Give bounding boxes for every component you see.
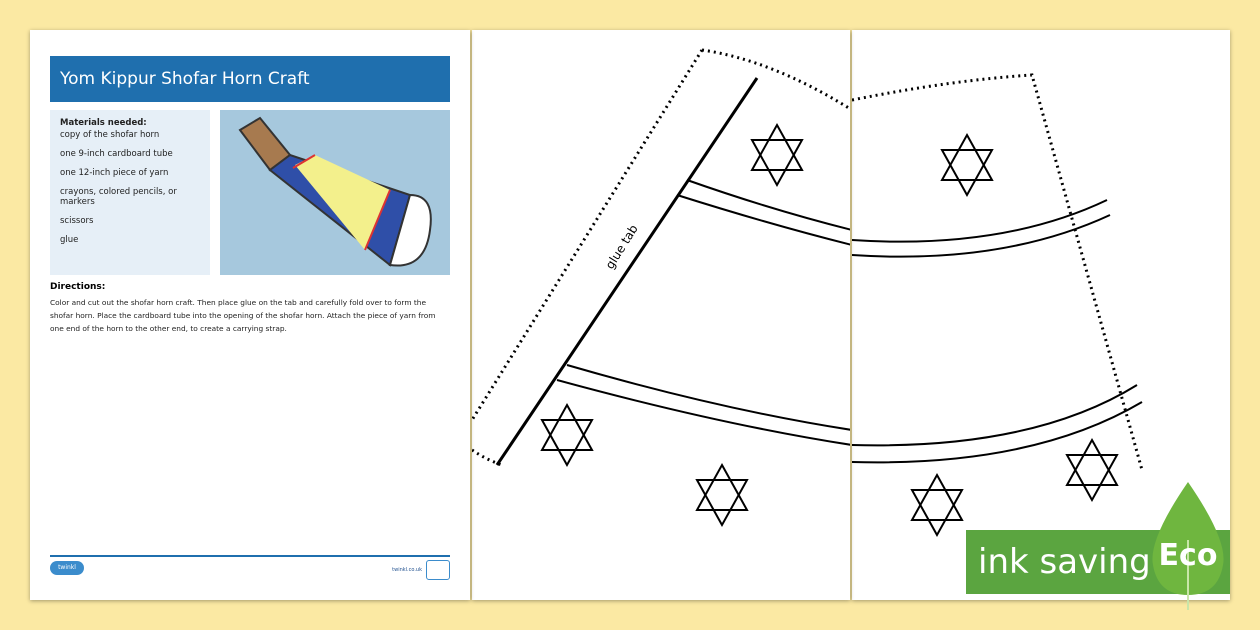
badge-icon [426, 560, 450, 580]
template-page-1 [472, 30, 850, 600]
materials-heading: Materials needed: [60, 118, 147, 128]
materials-box [50, 110, 210, 275]
eco-leaf-icon [1148, 480, 1228, 610]
instructions-page [30, 30, 470, 600]
footer-divider [50, 555, 450, 557]
horn-template-left [472, 30, 850, 600]
material-item: copy of the shofar horn [60, 130, 160, 140]
material-item: glue [60, 235, 79, 245]
ink-saving-label: ink saving [978, 542, 1151, 582]
directions-heading: Directions: [50, 282, 106, 292]
material-item: scissors [60, 216, 94, 226]
material-item: one 12-inch piece of yarn [60, 168, 169, 178]
footer-right [392, 560, 450, 580]
shofar-illustration [220, 110, 450, 275]
eco-label: Eco [1158, 538, 1218, 573]
page-title: Yom Kippur Shofar Horn Craft [50, 56, 450, 102]
glue-tab-label: glue tab [602, 222, 641, 272]
material-item: one 9-inch cardboard tube [60, 149, 173, 159]
twinkl-logo: twinkl [50, 561, 84, 575]
material-item: crayons, colored pencils, or markers [60, 187, 177, 207]
directions-text: Color and cut out the shofar horn craft. Then place glue on the tab and carefully fold over to form the shofar horn. Place the cardboard tube into the opening of the shofar horn. Attach the piece of yarn from one end of the horn to the other end, to create a carrying strap. [50, 298, 436, 333]
footer-url: twinkl.co.uk [392, 567, 422, 573]
